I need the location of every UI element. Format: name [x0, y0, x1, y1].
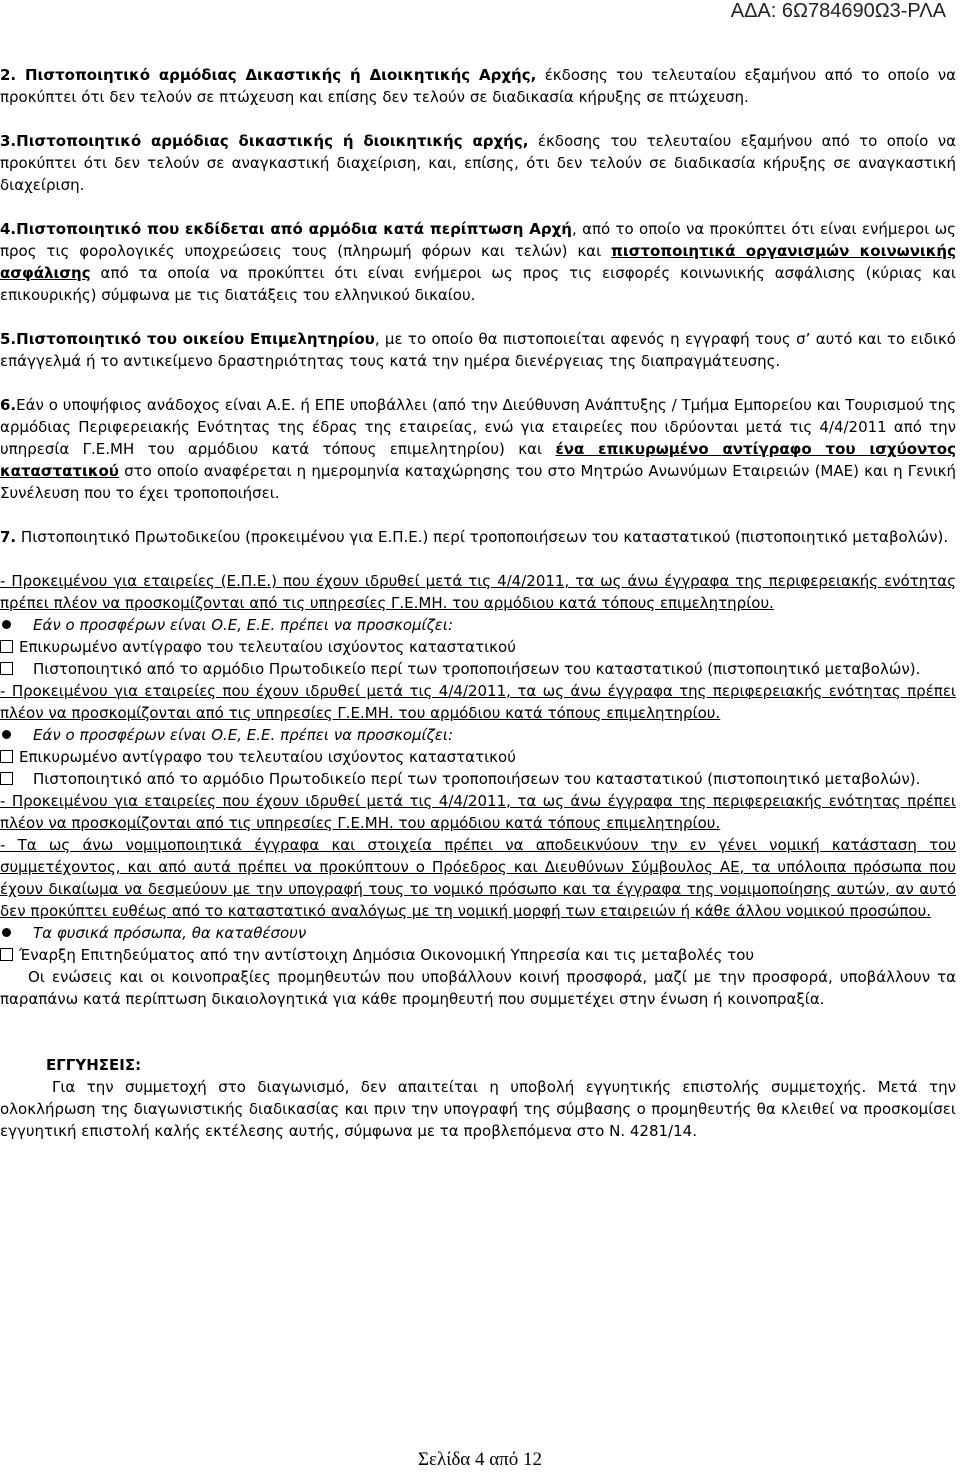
paragraph-4-text-2: από τα οποία να προκύπτει ότι είναι ενήμεροι ως προς τις εισφορές κοινωνικής ασφάλισης (κύριας και επικουρικής) σύμφωνα με τις διατάξεις του ελληνικού δικαίου.	[0, 264, 956, 304]
checkbox-item-3-text: Επικυρωμένο αντίγραφο του τελευταίου ισχύοντος καταστατικού	[19, 748, 516, 766]
paragraph-5-bold: 5.Πιστοποιητικό του οικείου Επιμελητηρίου	[0, 330, 375, 348]
paragraph-7	[0, 526, 956, 548]
checkbox-item-5-text: Έναρξη Επιτηδεύματος από την αντίστοιχη Δημόσια Οικονομική Υπηρεσία και τις μεταβολές του	[19, 946, 755, 964]
bullet-dot-icon	[2, 928, 11, 937]
guarantees-paragraph: Για την συμμετοχή στο διαγωνισμό, δεν απαιτείται η υποβολή εγγυητικής επιστολής συμμετοχής. Μετά την ολοκλήρωση της διαγωνιστικής διαδικασίας και πριν την υπογραφή της σύμβασης ο προμηθευτής θα κλειθεί να προσκομίσει εγγυητική επιστολή καλής εκτέλεσης αυτής, σύμφωνα με τα προβλεπόμενα στο Ν. 4281/14.	[0, 1078, 956, 1140]
paragraph-7-text: Πιστοποιητικό Πρωτοδικείου (προκειμένου για Ε.Π.Ε.) περί τροποποιήσεων του καταστατικού (πιστοποιητικό μεταβολών).	[16, 528, 949, 546]
bullet-partnership-2	[0, 724, 956, 746]
checkbox-item-1	[0, 636, 956, 658]
checkbox-icon	[0, 750, 13, 763]
paragraph-6	[0, 394, 956, 504]
bullet-dot-icon	[2, 620, 11, 629]
paragraph-6-text-2: στο οποίο αναφέρεται η ημερομηνία καταχώρησης του στο Μητρώο Ανωνύμων Εταιρειών (ΜΑΕ) και η Γενική Συνέλευση που το έχει τροποποιήσει.	[0, 462, 956, 502]
unions-paragraph: Οι ενώσεις και οι κοινοπραξίες προμηθευτών που υποβάλλουν κοινή προσφορά, μαζί με την προσφορά, υποβάλλουν τα παραπάνω κατά περίπτωση δικαιολογητικά για κάθε προμηθευτή που συμμετέχει στην ένωση ή κοινοπραξία.	[0, 968, 956, 1008]
checkbox-icon	[0, 640, 13, 653]
bullet-partnership-1-text: Εάν ο προσφέρων είναι Ο.Ε, Ε.Ε. πρέπει να προσκομίζει:	[33, 616, 454, 634]
note-dash-4: - Τα ως άνω νομιμοποιητικά έγγραφα και στοιχεία πρέπει να αποδεικνύουν την εν γένει νομική κατάσταση του συμμετέχοντος, και από αυτά πρέπει να προκύπτουν ο Πρόεδρος και Διευθύνων Σύμβουλος ΑΕ, τα υπόλοιπα πρόσωπα που έχουν δικαίωμα να δεσμεύουν με την υπογραφή τους το νομικό πρόσωπο και τα έγγραφα της νομιμοποίησης αυτών, αν αυτό δεν προκύπτει ευθέως από το καταστατικό αναλόγως με τη νομική μορφή των εταιρειών ή κάθε άλλου νομικού προσώπου.	[0, 836, 956, 920]
paragraph-5	[0, 328, 956, 372]
checkbox-icon	[0, 948, 13, 961]
checkbox-item-2	[0, 658, 956, 680]
checkbox-item-1-text: Επικυρωμένο αντίγραφο του τελευταίου ισχύοντος καταστατικού	[19, 638, 516, 656]
paragraph-5-text: , με το οποίο θα πιστοποιείται αφενός η εγγραφή τους σ’ αυτό και το ειδικό επάγγελμά ή το αντικείμενο δραστηριότητας τους κατά την ημέρα διενέργειας της διαπραγμάτευσης.	[0, 330, 956, 370]
paragraph-6-text-1: Εάν ο υποψήφιος ανάδοχος είναι Α.Ε. ή ΕΠΕ υποβάλλει (από την Διεύθυνση Ανάπτυξης / Τμήμα Εμπορείου και Τουρισμού της αρμόδιας Περιφερειακής Ενότητας της έδρας της εταιρείας, ενώ για εταιρείες που ιδρύονται μετά τις 4/4/2011 από την υπηρεσία Γ.Ε.ΜΗ του αρμόδιου κατά τόπους επιμελητηρίου) και	[0, 396, 956, 458]
paragraph-6-bold: ένα επικυρωμένο αντίγραφο του ισχύοντος καταστατικού	[0, 440, 956, 480]
paragraph-3-text: έκδοσης του τελευταίου εξαμήνου από το οποίο να προκύπτει ότι δεν τελούν σε αναγκαστική διαχείριση, και, επίσης, ότι δεν τελούν σε διαδικασία κήρυξης σε αναγκαστική διαχείριση.	[0, 132, 956, 194]
bullet-natural-persons	[0, 922, 956, 944]
paragraph-2-bold: 2. Πιστοποιητικό αρμόδιας Δικαστικής ή Διοικητικής Αρχής,	[0, 66, 537, 84]
paragraph-4-bold-2: πιστοποιητικά οργανισμών κοινωνικής ασφάλισης	[0, 242, 956, 282]
bullet-natural-persons-text: Τα φυσικά πρόσωπα, θα καταθέσουν	[33, 924, 307, 942]
checkbox-item-5	[0, 944, 956, 966]
bullet-partnership-2-text: Εάν ο προσφέρων είναι Ο.Ε, Ε.Ε. πρέπει να προσκομίζει:	[33, 726, 454, 744]
note-dash-2: - Προκειμένου για εταιρείες που έχουν ιδρυθεί μετά τις 4/4/2011, τα ως άνω έγγραφα της περιφερειακής ενότητας πρέπει πλέον να προσκομίζονται από τις υπηρεσίες Γ.Ε.ΜΗ. του αρμόδιου κατά τόπους επιμελητηρίου.	[0, 682, 956, 722]
paragraph-3-bold: 3.Πιστοποιητικό αρμόδιας δικαστικής ή διοικητικής αρχής,	[0, 132, 529, 150]
paragraph-4-bold-1: 4.Πιστοποιητικό που εκδίδεται από αρμόδια κατά περίπτωση Αρχή	[0, 220, 572, 238]
checkbox-icon	[0, 772, 13, 785]
bullet-partnership-1	[0, 614, 956, 636]
paragraph-4	[0, 218, 956, 306]
checkbox-item-4	[0, 768, 956, 790]
page-number: Σελίδα 4 από 12	[417, 1449, 543, 1470]
paragraph-4-text-1: , από το οποίο να προκύπτει ότι είναι ενήμεροι ως προς τις φορολογικές υποχρεώσεις τους (πληρωμή φόρων και τελών) και	[0, 220, 956, 260]
checkbox-item-4-text: Πιστοποιητικό από το αρμόδιο Πρωτοδικείο περί των τροποποιήσεων του καταστατικού (πιστοποιητικό μεταβολών).	[33, 770, 921, 788]
bullet-dot-icon	[2, 730, 11, 739]
ada-code: ΑΔΑ: 6Ω784690Ω3-ΡΛΑ	[730, 0, 946, 22]
checkbox-icon	[0, 662, 13, 675]
note-dash-3: - Προκειμένου για εταιρείες που έχουν ιδρυθεί μετά τις 4/4/2011, τα ως άνω έγγραφα της περιφερειακής ενότητας πρέπει πλέον να προσκομίζονται από τις υπηρεσίες Γ.Ε.ΜΗ. του αρμόδιου κατά τόπους επιμελητηρίου.	[0, 792, 956, 832]
paragraph-6-number: 6.	[0, 396, 17, 414]
paragraph-2	[0, 64, 956, 108]
document-body	[0, 64, 956, 1142]
guarantees-heading: ΕΓΓΥΗΣΕΙΣ:	[46, 1056, 142, 1074]
paragraph-7-number: 7.	[0, 528, 17, 546]
checkbox-item-3	[0, 746, 956, 768]
paragraph-3	[0, 130, 956, 196]
paragraph-2-text: έκδοσης του τελευταίου εξαμήνου από το οποίο να προκύπτει ότι δεν τελούν σε πτώχευση και επίσης δεν τελούν σε διαδικασία κήρυξης σε πτώχευση.	[0, 66, 956, 106]
note-dash-1: - Προκειμένου για εταιρείες (Ε.Π.Ε.) που έχουν ιδρυθεί μετά τις 4/4/2011, τα ως άνω έγγραφα της περιφερειακής ενότητας πρέπει πλέον να προσκομίζονται από τις υπηρεσίες Γ.Ε.ΜΗ. του αρμόδιου κατά τόπους επιμελητηρίου.	[0, 572, 956, 612]
checkbox-item-2-text: Πιστοποιητικό από το αρμόδιο Πρωτοδικείο περί των τροποποιήσεων του καταστατικού (πιστοποιητικό μεταβολών).	[33, 660, 921, 678]
